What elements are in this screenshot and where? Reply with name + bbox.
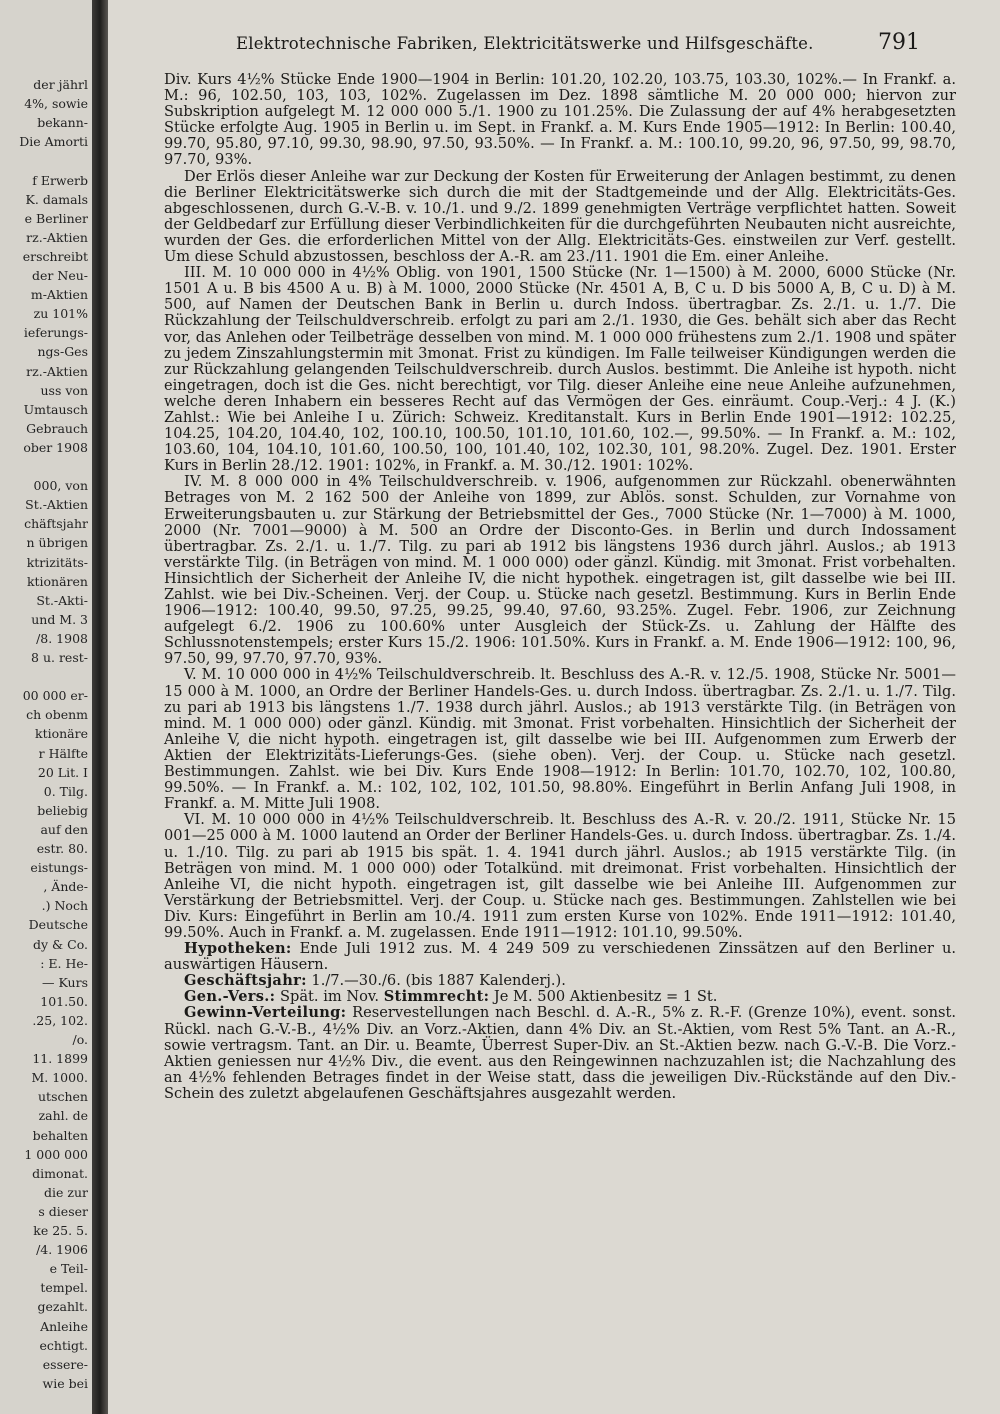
label-gewinn-verteilung: Gewinn-Verteilung: [184, 1004, 347, 1022]
adjacent-page-fragment: Anleihe [40, 1318, 88, 1334]
adjacent-page-margin [0, 0, 92, 1414]
adjacent-page-fragment: der Neu- [32, 268, 88, 283]
adjacent-page-fragment: zu 101% [33, 306, 88, 322]
adjacent-page-fragment: echtigt. [39, 1337, 88, 1353]
adjacent-page-fragment: K. damals [25, 191, 88, 207]
adjacent-page-fragment: 4%, sowie [24, 96, 88, 112]
adjacent-page-fragment: Deutsche [28, 917, 88, 933]
adjacent-page-fragment: .) Noch [41, 898, 88, 914]
label-gen-vers: Gen.-Vers.: [184, 988, 276, 1006]
adjacent-page-fragment: Umtausch [23, 401, 88, 417]
adjacent-page-fragment: chäftsjahr [24, 516, 88, 532]
adjacent-page-fragment: eistungs- [30, 860, 88, 876]
paragraph-anleihe-v: V. M. 10 000 000 in 4½% Teilschuldverschreib. lt. Beschluss des A.-R. v. 12./5. 1908, Stücke Nr. 5001—15 000 à M. 1000, an Ordre der Berliner Handels-Ges. u. durch Indoss. übertragbar. Zs. 2./1. u. 1./7. Tilg. zu pari ab 1913 bis längstens 1./7. 1938 durch jährl. Auslos.; ab 1913 verstärkte Tilg. (in Beträgen von mind. M. 1 000 000) oder gänzl. Kündig. mit 3monat. Frist vorbehalten. Hinsichtlich der Sicherheit der Anleihe V, die nicht hypoth. eingetragen ist, gilt dasselbe wie bei III. Aufgenommen zum Erwerb der Aktien der Elektrizitäts-Lieferungs-Ges. (siehe oben). Verj. der Coup. u. Stücke nach gesetzl. Bestimmungen. Zahlst. wie bei Div. Kurs Ende 1908—1912: In Berlin: 101.70, 102.70, 102, 100.80, 99.50%. — In Frankf. a. M.: 102, 102, 102, 101.50, 98.80%. Eingeführt in Berlin Anfang Juli 1908, in Frankf. a. M. Mitte Juli 1908. [164, 666, 956, 813]
adjacent-page-fragment: e Berliner [24, 210, 88, 226]
paragraph-anleihe-iv: IV. M. 8 000 000 in 4% Teilschuldverschreib. v. 1906, aufgenommen zur Rückzahl. obenerwähnten Betrages von M. 2 162 500 der Anleihe von 1899, zur Ablös. sonst. Schulden, zur Vornahme von Erweiterungsbauten u. zur Stärkung der Betriebsmittel der Ges., 7000 Stücke (Nr. 1—7000) à M. 1000, 2000 (Nr. 7001—9000) à M. 500 an Ordre der Disconto-Ges. in Berlin und durch Indossament übertragbar. Zs. 2./1. u. 1./7. Tilg. zu pari ab 1912 bis längstens 1936 durch jährl. Auslos.; ab 1913 verstärkte Tilg. (in Beträgen von mind. M. 1 000 000) oder gänzl. Kündig. mit 3monat. Frist vorbehalten. Hinsichtlich der Sicherheit der Anleihe IV, die nicht hypothek. eingetragen ist, gilt dasselbe wie bei III. Zahlst. wie bei Div.-Scheinen. Verj. der Coup. u. Stücke nach gesetzl. Bestimmung. Kurs in Berlin Ende 1906—1912: 100.40, 99.50, 97.25, 99.25, 99.40, 97.60, 93.25%. Zugel. Febr. 1906, zur Zeichnung aufgelegt 6./2. 1906 zu 100.60% unter Ausgleich der Stück-Zs. u. Zahlung der Hälfte des Schlussnotenstempels; erster Kurs 15./2. 1906: 101.50%. Kurs in Frankf. a. M. Ende 1906—1912: 100, 96, 97.50, 99, 97.70, 97.70, 93%. [164, 473, 956, 668]
adjacent-page-fragment: ktrizitäts- [26, 554, 88, 570]
adjacent-page-fragment: bekann- [37, 115, 88, 131]
adjacent-page-fragment: f Erwerb [32, 172, 88, 188]
adjacent-page-fragment: rz.-Aktien [26, 363, 88, 379]
label-hypotheken: Hypotheken: [184, 940, 292, 958]
adjacent-page-fragment: ke 25. 5. [33, 1223, 88, 1238]
adjacent-page-fragment: St.-Akti- [36, 592, 88, 608]
paragraph-anleihe-iii: III. M. 10 000 000 in 4½% Oblig. von 1901, 1500 Stücke (Nr. 1—1500) à M. 2000, 6000 Stücke (Nr. 1501 A u. B bis 4500 A u. B) à M. 1000, 2000 Stücke (Nr. 4501 A, B, C u. D bis 5000 A, B, C u. D) à M. 500, auf Namen der Deutschen Bank in Berlin u. durch Indoss. übertragbar. Zs. 2./1. u. 1./7. Die Rückzahlung der Teilschuldverschreib. erfolgt zu pari am 2./1. 1930, die Ges. behält sich aber das Recht vor, das Anlehen oder Teilbeträge desselben von mind. M. 1 000 000 frühestens zum 2./1. 1908 und später zu jedem Zinszahlungstermin mit 3monat. Frist zu kündigen. Im Falle teilweiser Kündigungen werden die zur Rückzahlung gelangenden Teilschuldverschreib. durch Auslos. bestimmt. Die Anleihe ist hypoth. nicht eingetragen, doch ist die Ges. nicht berechtigt, vor Tilg. dieser Anleihe eine neue Anleihe aufzunehmen, welche deren Inhabern ein besseres Recht auf das Vermögen der Ges. einräumt. Coup.-Verj.: 4 J. (K.) Zahlst.: Wie bei Anleihe I u. Zürich: Schweiz. Kreditanstalt. Kurs in Berlin Ende 1901—1912: 102.25, 104.25, 104.20, 104.40, 102, 100.10, 100.50, 101.10, 101.60, 102.—, 99.50%. — In Frankf. a. M.: 102, 103.60, 104, 104.10, 101.60, 100.50, 100, 101.40, 102, 102.30, 101, 98.20%. Zugel. Dez. 1901. Erster Kurs in Berlin 28./12. 1901: 102%, in Frankf. a. M. 30./12. 1901: 102%. [164, 264, 956, 475]
adjacent-page-fragment: s dieser [38, 1203, 88, 1219]
running-header [108, 30, 1000, 60]
adjacent-page-fragment: dimonat. [32, 1165, 88, 1181]
adjacent-page-fragment: 0. Tilg. [43, 783, 88, 799]
adjacent-page-fragment: die zur [44, 1184, 88, 1200]
adjacent-page-fragment: estr. 80. [36, 841, 88, 856]
adjacent-page-fragment: ober 1908 [23, 439, 88, 455]
text-gewinn-verteilung: Reservestellungen nach Beschl. d. A.-R., 5% z. R.-F. (Grenze 10%), event. sonst. Rückl. nach G.-V.-B., 4½% Div. an Vorz.-Aktien, dann 4% Div. an St.-Aktien, vom Rest 5% Tant. an A.-R., sowie vertragsm. Tant. an Dir. u. Beamte, Überrest Super-Div. an St.-Aktien bezw. nach G.-V.-B. Die Vorz.-Aktien geniessen nur 4½% Div., die event. aus den Reingewinnen nachzuzahlen ist; die Nachzahlung des an 4½% fehlenden Betrages findet in der Weise statt, dass die jeweiligen Div.-Rückstände auf den Div.-Schein des zuletzt abgelaufenen Geschäftsjahres ausgezahlt werden. [164, 1004, 956, 1102]
adjacent-page-fragment: dy & Co. [33, 936, 88, 952]
label-geschaeftsjahr: Geschäftsjahr: [184, 972, 307, 990]
document-page [108, 0, 1000, 1414]
paragraph-div-kurs: Div. Kurs 4½% Stücke Ende 1900—1904 in Berlin: 101.20, 102.20, 103.75, 103.30, 102%.— In Frankf. a. M.: 96, 102.50, 103, 103, 102%. Zugelassen im Dez. 1898 sämtliche M. 20 000 000; hiervon zur Subskription aufgelegt M. 12 000 000 5./1. 1900 zu 101.25%. Die Zulassung der auf 4% herabgesetzten Stücke erfolgte Aug. 1905 in Berlin u. im Sept. in Frankf. a. M. Kurs Ende 1905—1912: In Berlin: 100.40, 99.70, 95.80, 97.10, 99.30, 98.90, 97.50, 93.50%. — In Frankf. a. M.: 100.10, 99.20, 96, 97.50, 99, 98.70, 97.70, 93%. [164, 71, 956, 169]
adjacent-page-fragment: 00 000 er- [22, 688, 88, 704]
page-number: 791 [878, 30, 920, 55]
adjacent-page-fragment: : E. He- [40, 955, 88, 971]
text-gen-vers: Spät. im Nov. [275, 988, 384, 1006]
adjacent-page-fragment: und M. 3 [31, 611, 88, 627]
adjacent-page-fragment: wie bei [42, 1375, 88, 1391]
paragraph-hypotheken [164, 941, 956, 973]
header-title: Elektrotechnische Fabriken, Elektricitätswerke und Hilfsgeschäfte. [236, 34, 814, 53]
adjacent-page-fragment: zahl. de [38, 1108, 88, 1124]
adjacent-page-fragment: — Kurs [42, 974, 88, 990]
adjacent-page-fragment: Gebrauch [26, 420, 88, 436]
adjacent-page-fragment: gezahlt. [37, 1299, 88, 1315]
adjacent-page-fragment: 000, von [33, 478, 88, 494]
adjacent-page-fragment: ch obenm [26, 707, 88, 723]
adjacent-page-fragment: /o. [72, 1032, 88, 1047]
adjacent-page-fragment: uss von [40, 382, 88, 398]
label-stimmrecht: Stimmrecht: [383, 988, 490, 1006]
text-stimmrecht: Je M. 500 Aktienbesitz = 1 St. [489, 988, 718, 1006]
adjacent-page-fragment: der jährl [33, 77, 88, 92]
adjacent-page-fragment: tempel. [40, 1280, 88, 1296]
adjacent-page-fragment: ktionäre [35, 726, 88, 742]
adjacent-page-fragment: r Hälfte [38, 745, 88, 761]
paragraph-anleihe-vi: VI. M. 10 000 000 in 4½% Teilschuldverschreib. lt. Beschluss des A.-R. v. 20./2. 1911, Stücke Nr. 15 001—25 000 à M. 1000 lautend an Order der Berliner Handels-Ges. u. durch Indoss. übertragbar. Zs. 1./4. u. 1./10. Tilg. zu pari ab 1915 bis spät. 1. 4. 1941 durch jährl. Auslos.; ab 1915 verstärkte Tilg. (in Beträgen von mind. M. 1 000 000) oder Totalkünd. mit dreimonat. Frist vorbehalten. Hinsichtlich der Anleihe VI, die nicht hypoth. eingetragen ist, gilt dasselbe wie bei Anleihe III. Aufgenommen zur Verstärkung der Betriebsmittel. Verj. der Coup. u. Stücke nach ges. Bestimmungen. Zahlstellen wie bei Div. Kurs: Eingeführt in Berlin am 10./4. 1911 zum ersten Kurse von 102%. Ende 1911—1912: 101.40, 99.50%. Auch in Frankf. a. M. zugelassen. Ende 1911—1912: 101.10, 99.50%. [164, 811, 956, 941]
text-geschaeftsjahr: 1./7.—30./6. (bis 1887 Kalenderj.). [306, 972, 566, 990]
adjacent-page-fragment: n übrigen [26, 535, 88, 551]
adjacent-page-fragment: 20 Lit. I [37, 764, 88, 780]
adjacent-page-fragment: M. 1000. [31, 1070, 88, 1086]
text-hypotheken: Ende Juli 1912 zus. M. 4 249 509 zu verschiedenen Zinssätzen auf den Berliner u. auswärtigen Häusern. [164, 940, 956, 974]
adjacent-page-fragment: 101.50. [40, 993, 88, 1009]
paragraph-gewinn-verteilung [164, 1005, 956, 1102]
adjacent-page-fragment: auf den [40, 821, 88, 837]
adjacent-page-fragment: ngs-Ges [37, 344, 88, 360]
adjacent-page-fragment: ieferungs- [23, 325, 88, 341]
adjacent-page-fragment: /8. 1908 [36, 630, 88, 646]
adjacent-page-fragment: ktionären [26, 573, 88, 589]
paragraph-geschaeftsjahr [164, 973, 956, 989]
adjacent-page-fragment: St.-Aktien [25, 497, 88, 513]
adjacent-page-fragment: , Ände- [43, 879, 88, 895]
adjacent-page-fragment: erschreibt [22, 248, 88, 264]
adjacent-page-fragment: behalten [32, 1127, 88, 1143]
adjacent-page-fragment: Die Amorti [19, 134, 88, 150]
adjacent-page-fragment: essere- [42, 1356, 88, 1372]
adjacent-page-fragment: m-Aktien [30, 287, 88, 303]
adjacent-page-fragment: /4. 1906 [36, 1242, 88, 1258]
adjacent-page-fragment: 1 000 000 [24, 1146, 88, 1162]
adjacent-page-fragment: e Teil- [49, 1261, 88, 1277]
paragraph-erloes: Der Erlös dieser Anleihe war zur Deckung der Kosten für Erweiterung der Anlagen bestimmt, zu denen die Berliner Elektricitätswerke sich durch die mit der Stadtgemeinde und der Allg. Elektricitäts-Ges. abgeschlossenen, durch G.-V.-B. v. 10./1. und 9./2. 1899 genehmigten Verträge verpflichtet hatten. Soweit der Geldbedarf zur Erfüllung dieser Verbindlichkeiten für die durchgeführten Neubauten nicht ausreichte, wurden der Ges. die erforderlichen Mittel von der Allg. Elektricitäts-Ges. einstweilen zur Verf. gestellt. Um diese Schuld abzustossen, beschloss der A.-R. am 23./11. 1901 die Em. einer Anleihe. [164, 167, 956, 266]
adjacent-page-fragment: beliebig [37, 802, 88, 818]
paragraph-gen-vers [164, 989, 956, 1005]
book-gutter [92, 0, 108, 1414]
adjacent-page-fragment: rz.-Aktien [26, 229, 88, 245]
adjacent-page-fragment: .25, 102. [32, 1012, 88, 1028]
body-text [164, 72, 956, 1102]
adjacent-page-fragment: 8 u. rest- [31, 650, 88, 665]
adjacent-page-fragment: utschen [38, 1089, 88, 1105]
adjacent-page-fragment: 11. 1899 [32, 1051, 88, 1067]
